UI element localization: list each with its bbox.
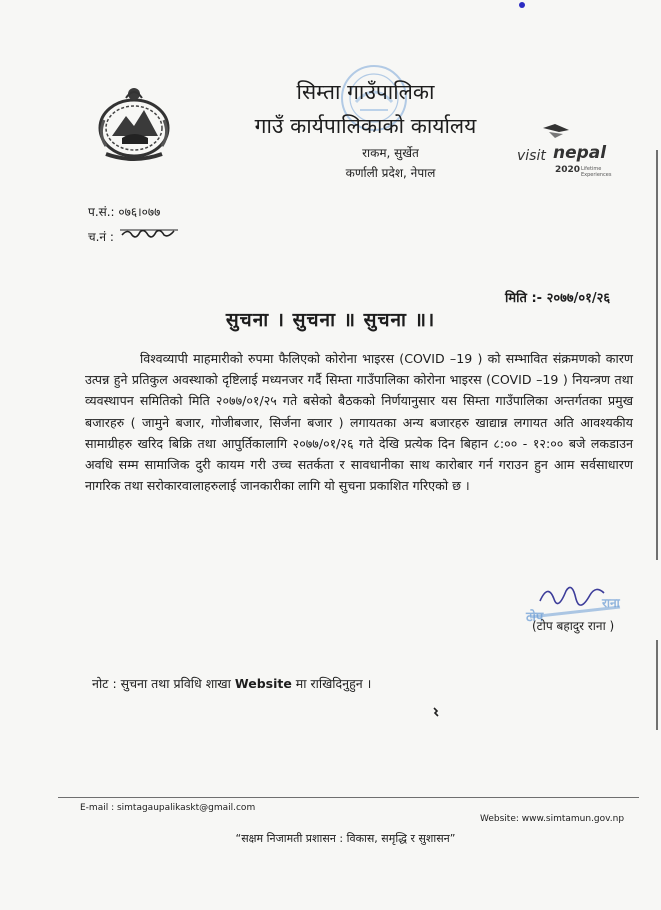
note-suffix: मा राखिदिनुहुन ।: [291, 676, 372, 691]
ink-mark: [432, 707, 440, 717]
signer-name: (टोप बहादुर राना ): [532, 619, 615, 633]
svg-text:visit: visit: [517, 148, 546, 164]
notice-title: सुचना । सुचना ॥ सुचना ॥।: [225, 309, 436, 331]
ink-dot: [519, 2, 525, 8]
municipality-name: सिम्ता गाउँपालिका: [296, 80, 435, 104]
footer-email: E-mail : simtagaupalikaskt@gmail.com: [80, 803, 256, 813]
svg-text:2020: 2020: [555, 165, 581, 175]
note-website-word: Website: [234, 676, 292, 691]
note-line: [92, 675, 371, 692]
visit-nepal-logo: [515, 120, 635, 180]
footer-divider: [58, 797, 639, 798]
footer-website: Website: www.simtamun.gov.np: [480, 814, 625, 824]
page-edge-shadow: [655, 0, 659, 910]
handwritten-dispatch-number: [118, 226, 182, 240]
footer-motto: “सक्षम निजामती प्रशासन : विकास, समृद्धि र सुशासन”: [235, 832, 456, 845]
notice-body: विश्वव्यापी माहमारीको रुपमा फैलिएको कोरोना भाइरस (COVID –19 ) को सम्भावित संक्रमणको कारण उत्पन्न हुने प्रतिकुल अवस्थाको दृष्टिलाई मध्यनजर गर्दै सिम्ता गाउँपालिका कोरोना भाइरस (COVID –19 ) नियन्त्रण तथा व्यवस्थापन समितिको मिति २०७७/०१/२५ गते बसेको बैठकको निर्णयानुसार यस सिम्ता गाउँपालिका अन्तर्गतका प्रमुख बजारहरु ( जामुने बजार, गोजीबजार, सिर्जना बजार ) लगायतका अन्य बजारहरु खाद्यान्न लगायत अति आवश्यकीय सामाग्रीहरु खरिद बिक्रि तथा आपुर्तिकालागि २०७७/०१/२६ गते देखि प्रत्येक दिन बिहान ८:०० - १२:०० बजे लकडाउन अवधि सम्म सामाजिक दुरी कायम गरी उच्च सतर्कता र सावधानीका साथ कारोबार गर्न गराउन हुन आम सर्वसाधारण नागरिक तथा सरोकारवालाहरुलाई जानकारीका लागि यो सुचना प्रकाशित गरिएको छ ।: [85, 351, 633, 494]
letter-number: प.सं.: ०७६।०७७: [88, 205, 161, 219]
svg-text:टोप: टोप: [526, 610, 544, 625]
office-address: राकम, सुर्खेत: [362, 146, 419, 160]
province-country: कर्णाली प्रदेश, नेपाल: [345, 166, 436, 180]
svg-text:राना: राना: [602, 596, 620, 610]
svg-text:nepal: nepal: [553, 143, 607, 163]
notice-date: मिति :- २०७७/०१/२६: [505, 291, 611, 306]
note-prefix: नोट : सुचना तथा प्रविधि शाखा: [92, 676, 235, 691]
svg-text:Experiences: Experiences: [581, 172, 612, 178]
svg-text:Lifetime: Lifetime: [581, 166, 602, 172]
dispatch-number-label: च.नं :: [88, 230, 114, 244]
office-name: गाउँ कार्यपालिकाको कार्यालय: [254, 114, 477, 138]
